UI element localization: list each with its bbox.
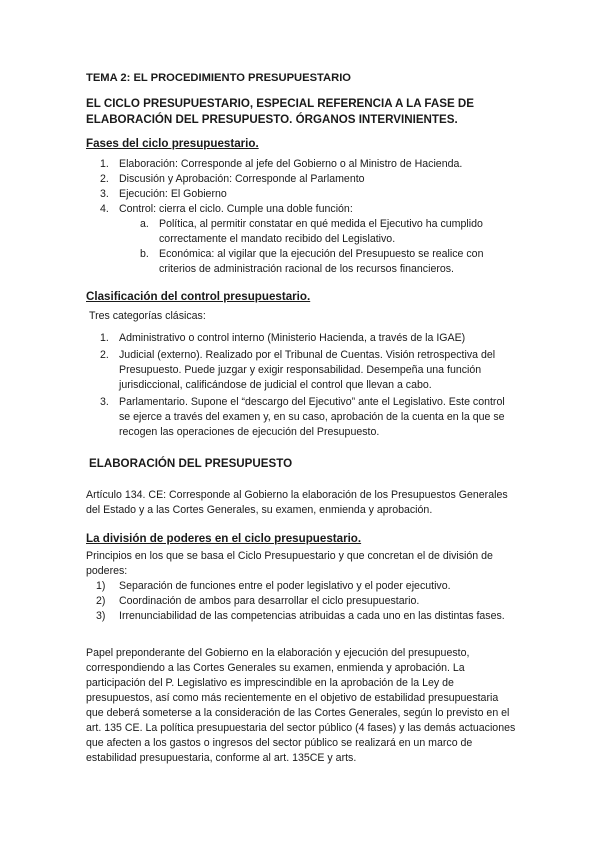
list-item: 3. Ejecución: El Gobierno bbox=[100, 188, 227, 200]
clasificacion-heading: Clasificación del control presupuestario. bbox=[86, 290, 311, 303]
list-item: 1. Administrativo o control interno (Ministerio Hacienda, a través de la IGAE) bbox=[100, 332, 466, 344]
division-paragraph: Papel preponderante del Gobierno en la elaboración y ejecución del presupuesto, correspondiendo a las Cortes Generales su examen, enmienda y aprobación. La participación del P. Legislativo es imprescindible en la aprobación de la Ley de presupuestos, así como más recientemente en el objetivo de estabilidad presupuestaria que deberá someterse a la consideración de las Cortes Generales, según lo previsto en el art. 135 CE. La política presupuestaria del sector público (4 fases) y las demás actuaciones que afecten a los gastos o ingresos del sector público se realizará en un marco de estabilidad presupuestaria, conforme al art. 135CE y arts. bbox=[86, 647, 516, 764]
clasificacion-intro: Tres categorías clásicas: bbox=[89, 310, 206, 322]
division-intro: Principios en los que se basa el Ciclo Presupuestario y que concretan el de división de poderes: bbox=[86, 550, 493, 577]
list-item: 4. Control: cierra el ciclo. Cumple una doble función: bbox=[100, 203, 353, 215]
list-item: 1. Elaboración: Corresponde al jefe del Gobierno o al Ministro de Hacienda. bbox=[100, 158, 463, 170]
division-heading: La división de poderes en el ciclo presupuestario. bbox=[86, 532, 362, 545]
tema-title: TEMA 2: EL PROCEDIMIENTO PRESUPUESTARIO bbox=[86, 72, 352, 84]
list-item: 2. Discusión y Aprobación: Corresponde al Parlamento bbox=[100, 173, 365, 185]
division-list bbox=[86, 549, 516, 624]
main-title: EL CICLO PRESUPUESTARIO, ESPECIAL REFERENCIA A LA FASE DE ELABORACIÓN DEL PRESUPUESTO. ÓRGANOS INTERVINIENTES. bbox=[86, 97, 475, 126]
clasificacion-list bbox=[86, 309, 516, 440]
elaboracion-text: Artículo 134. CE: Corresponde al Gobierno la elaboración de los Presupuestos Generales del Estado y a las Cortes Generales, su examen, enmienda y aprobación. bbox=[86, 489, 508, 516]
sub-list-item: a. Política, al permitir constatar en qué medida el Ejecutivo ha cumplido correctamente el mandato recibido del Legislativo. bbox=[140, 218, 483, 245]
sub-list-item: b. Económica: al vigilar que la ejecución del Presupuesto se realice con criterios de administración racional de los recursos financieros. bbox=[140, 248, 484, 275]
fases-list bbox=[86, 157, 516, 277]
elaboracion-heading: ELABORACIÓN DEL PRESUPUESTO bbox=[89, 457, 293, 470]
fases-heading: Fases del ciclo presupuestario. bbox=[86, 137, 259, 150]
list-item: 3. Parlamentario. Supone el “descargo del Ejecutivo” ante el Legislativo. Este control se ejerce a través del examen y, en su caso, aprobación de la cuenta en la que se recogen las operaciones de ejecución del Presupuesto. bbox=[100, 396, 505, 438]
list-item: 2) Coordinación de ambos para desarrollar el ciclo presupuestario. bbox=[96, 595, 420, 607]
list-item: 2. Judicial (externo). Realizado por el Tribunal de Cuentas. Visión retrospectiva del Presupuesto. Puede juzgar y exigir responsabilidad. Desempeña una función jurisdiccional, calificándose de judicial el control que llevan a cabo. bbox=[100, 349, 496, 391]
list-item: 1) Separación de funciones entre el poder legislativo y el poder ejecutivo. bbox=[96, 580, 451, 592]
list-item: 3) Irrenunciabilidad de las competencias atribuidas a cada uno en las distintas fases. bbox=[96, 610, 505, 622]
